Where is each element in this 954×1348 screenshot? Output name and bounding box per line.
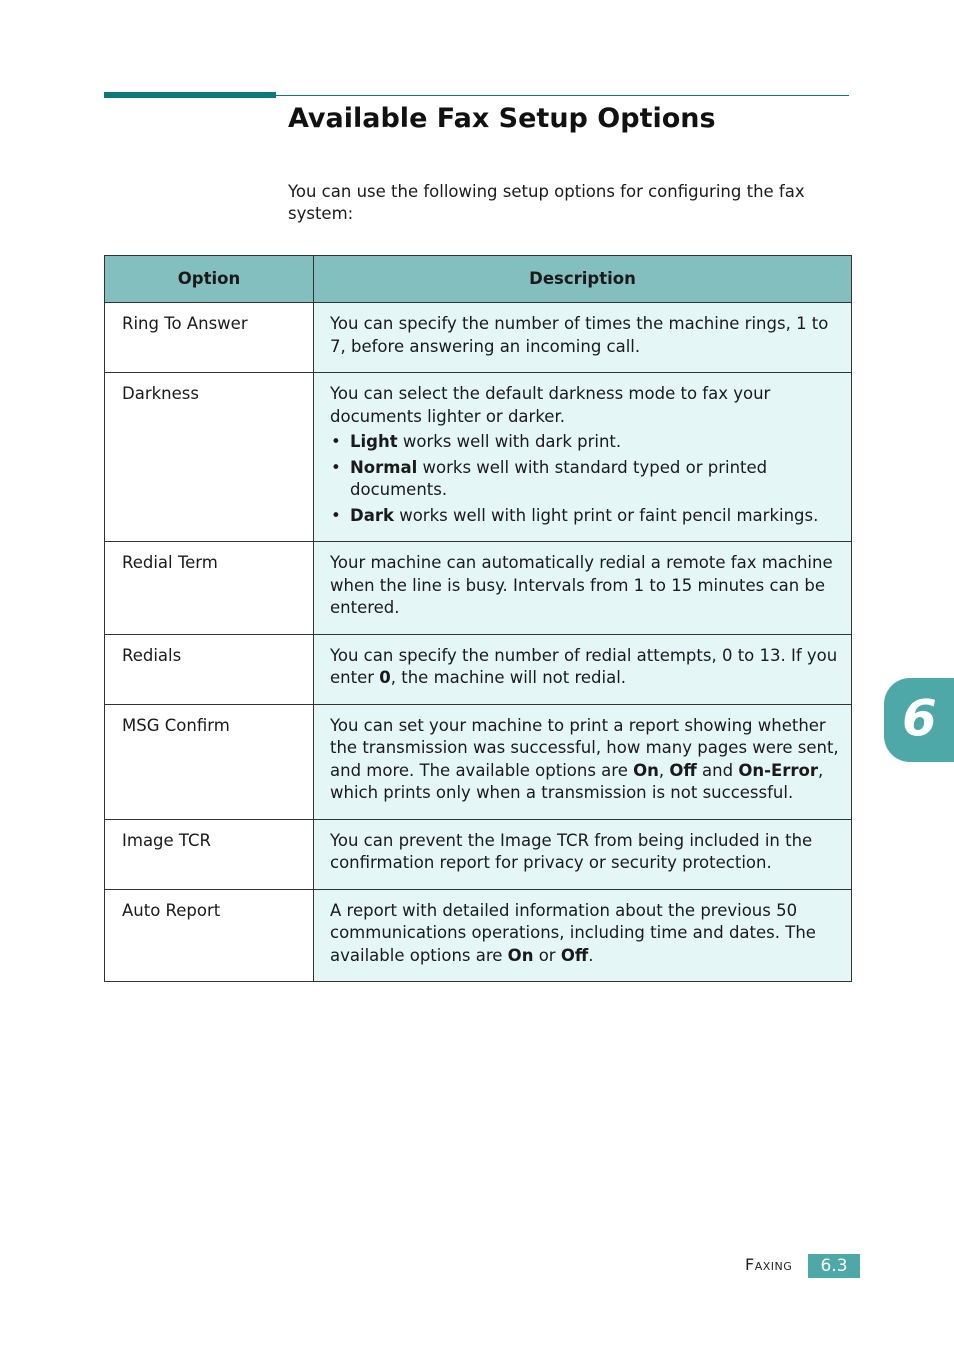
fax-options-table	[104, 255, 852, 982]
option-cell: Darkness	[105, 373, 314, 542]
description-text: A report with detailed information about the previous 50 communications operations, including time and dates. The available options are On or Off.	[330, 900, 816, 965]
list-term: Normal	[350, 457, 418, 477]
table-row	[105, 704, 852, 819]
option-cell: Image TCR	[105, 819, 314, 889]
page-title: Available Fax Setup Options	[288, 103, 716, 134]
darkness-mode-list	[330, 431, 839, 527]
chapter-number: 6	[902, 689, 937, 747]
table-row	[105, 303, 852, 373]
footer-page-number: 6.3	[808, 1254, 860, 1278]
description-cell	[314, 634, 852, 704]
option-cell: Ring To Answer	[105, 303, 314, 373]
option-cell: Auto Report	[105, 889, 314, 982]
description-text: You can specify the number of redial attempts, 0 to 13. If you enter 0, the machine will not redial.	[330, 645, 838, 687]
list-term: Light	[350, 432, 398, 451]
description-cell	[314, 542, 852, 635]
option-cell: MSG Confirm	[105, 704, 314, 819]
table-row	[105, 819, 852, 889]
list-item	[330, 457, 839, 502]
bullet-icon: •	[331, 432, 341, 451]
description-cell	[314, 303, 852, 373]
description-cell	[314, 889, 852, 982]
description-text: You can select the default darkness mode to fax your documents lighter or darker.	[330, 384, 771, 426]
heading-rule-thin	[276, 95, 849, 96]
description-cell	[314, 373, 852, 542]
header-option: Option	[105, 256, 314, 303]
heading-rule-thick	[104, 92, 276, 98]
description-text: Your machine can automatically redial a remote fax machine when the line is busy. Intervals from 1 to 15 minutes can be entered.	[330, 553, 833, 617]
list-text: works well with dark print.	[397, 432, 622, 451]
table-row	[105, 542, 852, 635]
list-item	[330, 505, 839, 528]
option-cell: Redial Term	[105, 542, 314, 635]
header-description: Description	[314, 256, 852, 303]
list-text: works well with light print or faint pencil markings.	[393, 505, 819, 525]
option-cell: Redials	[105, 634, 314, 704]
list-term: Dark	[350, 505, 394, 525]
table-row	[105, 634, 852, 704]
description-cell	[314, 704, 852, 819]
bullet-icon: •	[331, 505, 341, 525]
description-cell	[314, 819, 852, 889]
list-text: works well with standard typed or printed documents.	[350, 457, 768, 499]
footer-section-label: Faxing	[745, 1255, 793, 1274]
description-text: You can prevent the Image TCR from being included in the confirmation report for privacy or security protection.	[330, 830, 813, 872]
description-text: You can set your machine to print a report showing whether the transmission was successful, how many pages were sent, and more. The available options are On, Off and On-Error, which prints only when a transmission is not successful.	[330, 715, 839, 802]
table-header-row	[105, 256, 852, 303]
intro-paragraph: You can use the following setup options for configuring the fax system:	[288, 182, 805, 223]
table-row	[105, 373, 852, 542]
table-row	[105, 889, 852, 982]
description-text: You can specify the number of times the machine rings, 1 to 7, before answering an incoming call.	[330, 314, 829, 356]
bullet-icon: •	[331, 457, 341, 477]
list-item	[330, 431, 839, 454]
